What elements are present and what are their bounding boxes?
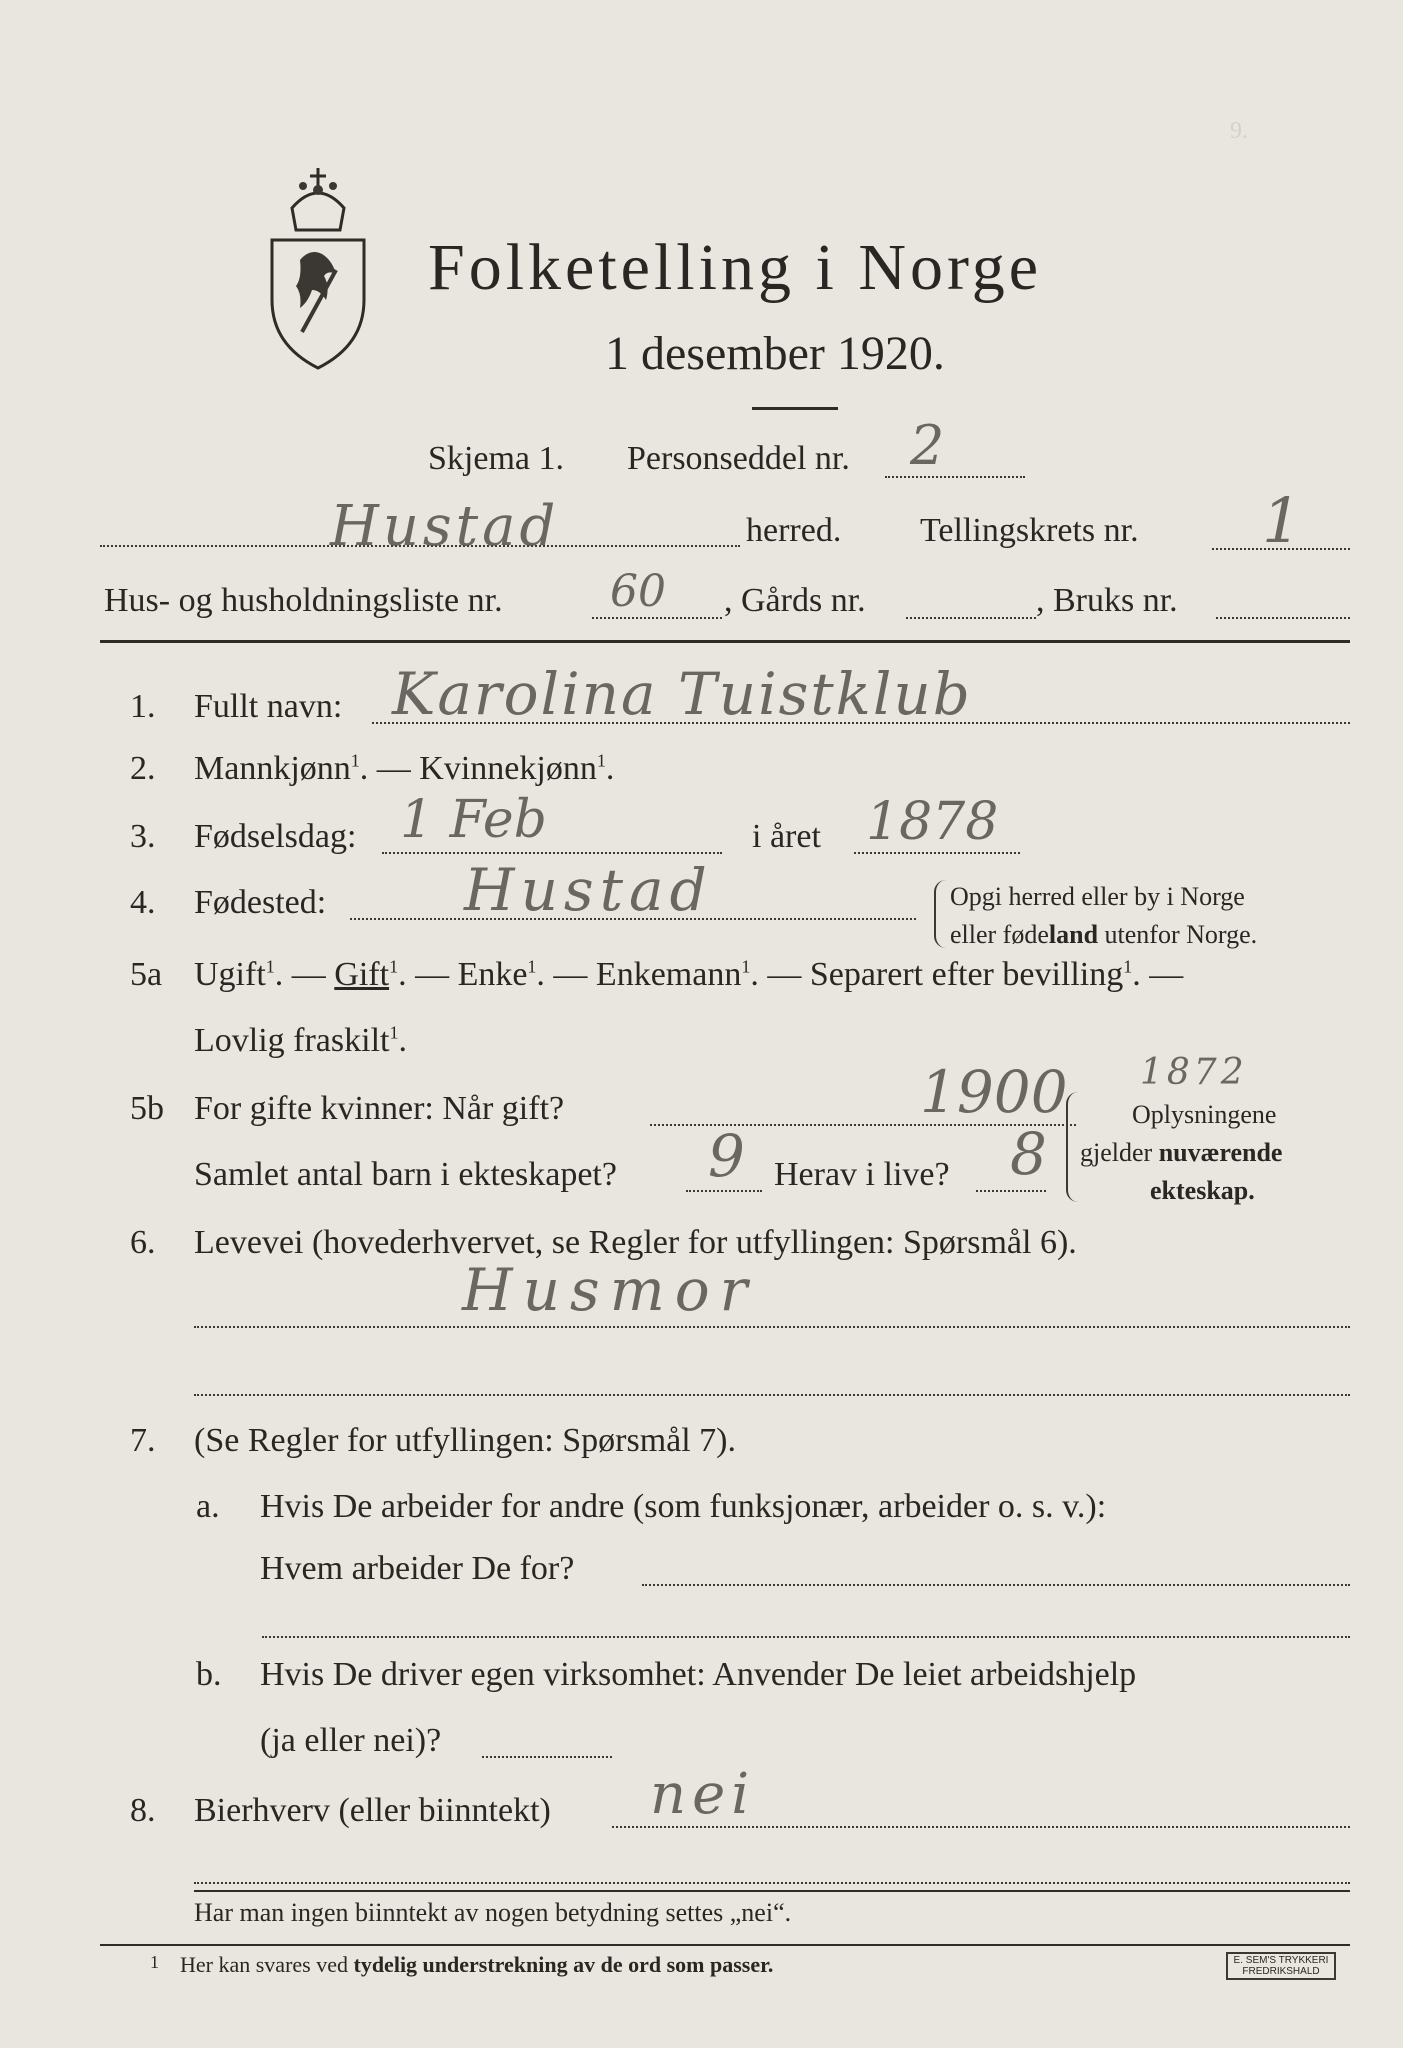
q5b-note-line2 bbox=[1080, 1138, 1282, 1168]
q5a-end: . — bbox=[1132, 956, 1184, 993]
husliste-field-line bbox=[592, 617, 722, 619]
q4-birthplace-value[interactable]: Hustad bbox=[464, 856, 713, 924]
q5b-note-line1: Oplysningene bbox=[1132, 1100, 1277, 1129]
q3-number: 3. bbox=[130, 818, 156, 855]
q4-note-line1: Opgi herred eller by i Norge bbox=[950, 882, 1245, 911]
herred-value[interactable]: Hustad bbox=[330, 494, 560, 559]
tellingskrets-value[interactable]: 1 bbox=[1262, 484, 1302, 557]
q8-extra-field-line bbox=[194, 1882, 1350, 1884]
q5a-gift-footnote-mark: 1 bbox=[389, 956, 399, 977]
page-title: Folketelling i Norge bbox=[428, 231, 1043, 304]
q4-number: 4. bbox=[130, 884, 156, 921]
schema-label: Skjema 1. bbox=[428, 440, 564, 477]
q2-male-footnote-mark: 1 bbox=[350, 750, 360, 771]
q1-full-name-value[interactable]: Karolina Tuistklub bbox=[392, 660, 972, 728]
q7b-answer-field-line bbox=[482, 1756, 612, 1758]
q6-field-line-2 bbox=[194, 1394, 1350, 1396]
q3-birthday-field-line bbox=[382, 852, 722, 854]
q7a-extra-field-line bbox=[262, 1636, 1350, 1638]
census-date: 1 desember 1920. bbox=[605, 327, 945, 380]
q2-female-option[interactable]: Kvinnekjønn bbox=[419, 750, 597, 787]
q3-year-field-line bbox=[854, 852, 1020, 854]
q7-label: (Se Regler for utfyllingen: Spørsmål 7). bbox=[194, 1422, 737, 1459]
q4-label: Fødested: bbox=[194, 884, 327, 921]
q7a-letter: a. bbox=[196, 1488, 220, 1525]
q5b-alive-field-line bbox=[976, 1190, 1046, 1192]
q5b-margin-note: 1872 bbox=[1140, 1052, 1248, 1093]
q4-note-line2 bbox=[950, 920, 1257, 950]
bruks-field-line bbox=[1216, 617, 1350, 619]
footnote-text-a: Her kan svares ved bbox=[180, 1952, 354, 1977]
q5a-separert-footnote-mark: 1 bbox=[1123, 956, 1133, 977]
q4-note-text-c: utenfor Norge. bbox=[1098, 920, 1258, 949]
q4-note-bracket bbox=[934, 880, 946, 948]
q5a-option-enke[interactable]: Enke bbox=[457, 956, 528, 993]
personseddel-label: Personseddel nr. bbox=[627, 440, 850, 477]
q5b-children-value[interactable]: 9 bbox=[708, 1122, 745, 1190]
q2-male-option[interactable]: Mannkjønn bbox=[194, 750, 351, 787]
q3-birthday-value[interactable]: 1 Feb bbox=[400, 790, 547, 850]
q4-note-text-a: eller føde bbox=[950, 920, 1049, 949]
q5a-fraskilt-footnote-mark: 1 bbox=[389, 1022, 399, 1043]
bruks-label: , Bruks nr. bbox=[1036, 582, 1178, 619]
q5a-number: 5a bbox=[130, 956, 163, 993]
title-divider bbox=[752, 407, 838, 410]
q2-number: 2. bbox=[130, 750, 156, 787]
q5b-note-line3: ekteskap. bbox=[1150, 1176, 1255, 1205]
q6-number: 6. bbox=[130, 1224, 156, 1261]
q4-note-text-bold: land bbox=[1048, 920, 1099, 949]
printer-stamp: E. SEM'S TRYKKERI FREDRIKSHALD bbox=[1226, 1952, 1336, 1980]
q1-number: 1. bbox=[130, 688, 156, 725]
footnote-number: 1 bbox=[150, 1952, 159, 1972]
q5b-label: For gifte kvinner: Når gift? bbox=[194, 1090, 565, 1127]
q7b-letter: b. bbox=[196, 1656, 222, 1693]
norway-coat-of-arms-icon bbox=[262, 160, 374, 375]
gards-field-line bbox=[906, 617, 1036, 619]
q5b-alive-value[interactable]: 8 bbox=[1010, 1120, 1047, 1188]
q5a-option-enkemann[interactable]: Enkemann bbox=[595, 956, 742, 993]
q5a-enke-footnote-mark: 1 bbox=[527, 956, 537, 977]
footnote-text bbox=[180, 1952, 773, 1978]
husliste-value[interactable]: 60 bbox=[610, 566, 666, 617]
q6-label: Levevei (hovederhvervet, se Regler for utfyllingen: Spørsmål 6). bbox=[194, 1224, 1077, 1261]
q5b-children-field-line bbox=[686, 1190, 762, 1192]
q2-gender-options bbox=[194, 750, 614, 788]
q5a-dash-2: . — bbox=[398, 956, 458, 993]
footer-divider bbox=[194, 1890, 1350, 1892]
footer-note: Har man ingen biinntekt av nogen betydning settes „nei“. bbox=[194, 1898, 792, 1927]
q5a-dash-3: . — bbox=[536, 956, 596, 993]
q5a-option-fraskilt[interactable]: Lovlig fraskilt bbox=[194, 1022, 390, 1059]
q7a-label: Hvis De arbeider for andre (som funksjonær, arbeider o. s. v.): bbox=[260, 1488, 1107, 1525]
q5a-enkemann-footnote-mark: 1 bbox=[741, 956, 751, 977]
husliste-label: Hus- og husholdningsliste nr. bbox=[104, 582, 503, 619]
herred-label: herred. bbox=[746, 512, 842, 549]
q6-field-line-1 bbox=[194, 1326, 1350, 1328]
q8-label: Bierhverv (eller biinntekt) bbox=[194, 1792, 551, 1829]
q8-side-income-value[interactable]: nei bbox=[650, 1762, 756, 1827]
q7-number: 7. bbox=[130, 1422, 156, 1459]
q7b-sub-label: (ja eller nei)? bbox=[260, 1722, 442, 1759]
q2-female-footnote-mark: 1 bbox=[596, 750, 606, 771]
q5a-line2 bbox=[194, 1022, 407, 1060]
q5a-dash-1: . — bbox=[274, 956, 335, 993]
q5b-note-text-a: gjelder bbox=[1080, 1138, 1159, 1167]
q5b-alive-label: Herav i live? bbox=[774, 1156, 950, 1193]
q6-occupation-value[interactable]: Husmor bbox=[462, 1256, 758, 1324]
q5a-dash-4: . — bbox=[750, 956, 810, 993]
q3-year-label: i året bbox=[752, 818, 821, 855]
tellingskrets-label: Tellingskrets nr. bbox=[920, 512, 1139, 549]
q7a-employer-field-line bbox=[642, 1584, 1350, 1586]
q5a-option-gift[interactable]: Gift bbox=[334, 956, 390, 993]
header-divider bbox=[100, 640, 1350, 643]
q5b-married-year-value[interactable]: 1900 bbox=[920, 1058, 1068, 1126]
bleed-through-mark: 9. bbox=[1230, 118, 1248, 144]
q5b-number: 5b bbox=[130, 1090, 164, 1127]
q5b-note-text-bold: nuværende bbox=[1158, 1138, 1283, 1167]
gards-label: , Gårds nr. bbox=[724, 582, 866, 619]
personseddel-field-line bbox=[885, 476, 1025, 478]
q7a-sub-label: Hvem arbeider De for? bbox=[260, 1550, 575, 1587]
q5b-note-bracket bbox=[1066, 1092, 1078, 1202]
q2-end: . bbox=[605, 750, 615, 787]
q1-label: Fullt navn: bbox=[194, 688, 343, 725]
q5b-children-label: Samlet antal barn i ekteskapet? bbox=[194, 1156, 617, 1193]
q8-number: 8. bbox=[130, 1792, 156, 1829]
q5a-option-separert[interactable]: Separert efter bevilling bbox=[809, 956, 1124, 993]
q3-label: Fødselsdag: bbox=[194, 818, 357, 855]
q3-year-value[interactable]: 1878 bbox=[866, 792, 999, 852]
q5a-ugift-footnote-mark: 1 bbox=[265, 956, 275, 977]
footnote-text-bold: tydelig understrekning av de ord som passer. bbox=[353, 1952, 774, 1977]
q5a-marital-options bbox=[194, 956, 1183, 994]
q7b-label: Hvis De driver egen virksomhet: Anvender De leiet arbeidshjelp bbox=[260, 1656, 1137, 1693]
q2-separator: . — bbox=[359, 750, 420, 787]
q5a-line2-end: . bbox=[398, 1022, 407, 1059]
personseddel-value[interactable]: 2 bbox=[910, 414, 945, 477]
footnote-divider bbox=[100, 1944, 1350, 1946]
q5a-option-ugift[interactable]: Ugift bbox=[194, 956, 266, 993]
